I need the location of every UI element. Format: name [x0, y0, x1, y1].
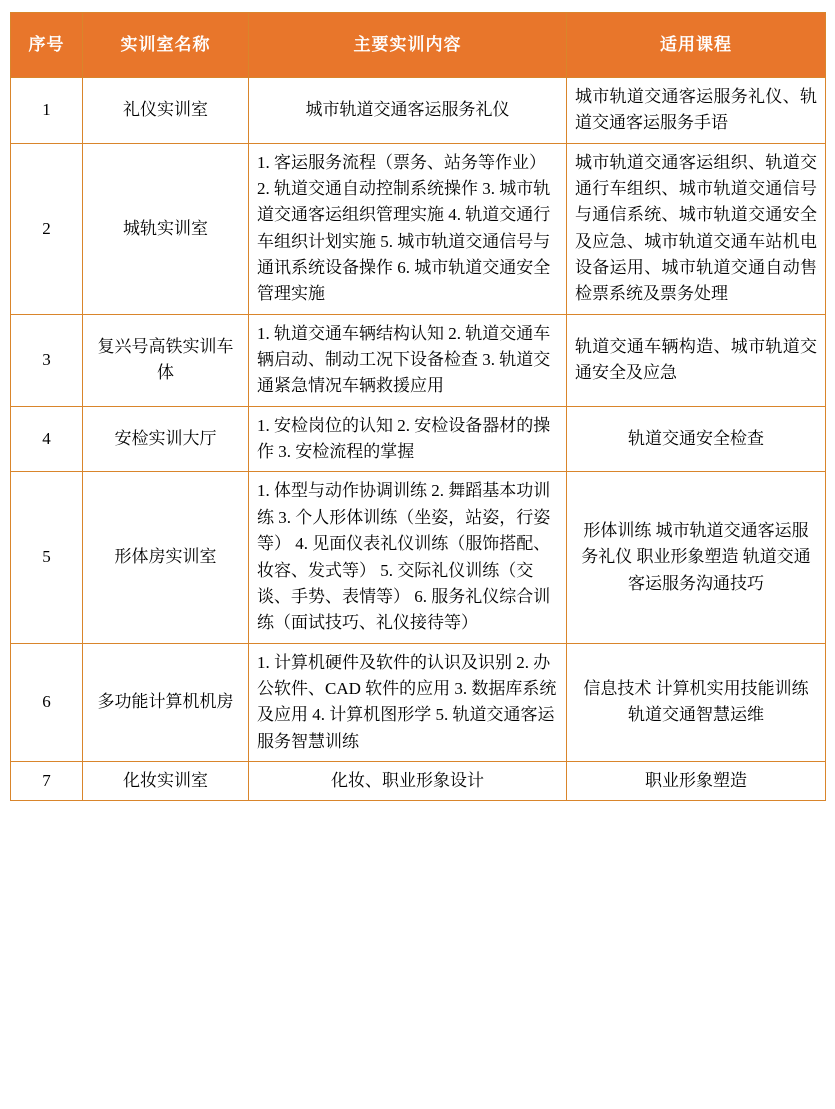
table-row	[11, 143, 826, 314]
table-header-row	[11, 13, 826, 78]
column-header-content: 主要实训内容	[249, 13, 567, 78]
cell-room-name: 城轨实训室	[83, 143, 249, 314]
table-row	[11, 761, 826, 800]
cell-no: 7	[11, 761, 83, 800]
applicable-course-lines: 轨道交通安全检查	[628, 428, 764, 448]
table-body	[11, 78, 826, 801]
cell-training-content	[249, 761, 567, 800]
cell-applicable-course	[567, 78, 826, 144]
applicable-course-lines: 职业形象塑造	[645, 770, 747, 790]
applicable-course-lines: 城市轨道交通客运服务礼仪、轨道交通客运服务手语	[575, 87, 817, 133]
cell-training-content	[249, 643, 567, 761]
training-content-lines: 化妆、职业形象设计	[331, 770, 484, 790]
cell-room-name: 礼仪实训室	[83, 78, 249, 144]
cell-applicable-course	[567, 643, 826, 761]
cell-applicable-course	[567, 406, 826, 472]
column-header-name: 实训室名称	[83, 13, 249, 78]
cell-no: 5	[11, 472, 83, 643]
applicable-course-lines: 信息技术 计算机实用技能训练 轨道交通智慧运维	[583, 678, 809, 725]
table-header	[11, 13, 826, 78]
cell-room-name: 形体房实训室	[83, 472, 249, 643]
training-room-table	[10, 12, 826, 801]
column-header-course: 适用课程	[567, 13, 826, 78]
cell-room-name: 安检实训大厅	[83, 406, 249, 472]
applicable-course-lines: 轨道交通车辆构造、城市轨道交通安全及应急	[575, 336, 817, 383]
applicable-course-lines: 形体训练 城市轨道交通客运服务礼仪 职业形象塑造 轨道交通客运服务沟通技巧	[581, 520, 811, 593]
cell-no: 3	[11, 314, 83, 406]
table-row	[11, 78, 826, 144]
cell-applicable-course	[567, 143, 826, 314]
cell-training-content	[249, 314, 567, 406]
training-content-lines: 1. 安检岗位的认知 2. 安检设备器材的操作 3. 安检流程的掌握	[257, 415, 551, 462]
training-content-lines: 1. 轨道交通车辆结构认知 2. 轨道交通车辆启动、制动工况下设备检查 3. 轨道交通紧急情况车辆救援应用	[257, 323, 551, 396]
cell-training-content	[249, 78, 567, 144]
column-header-no: 序号	[11, 13, 83, 78]
applicable-course-lines: 城市轨道交通客运组织、轨道交通行车组织、城市轨道交通信号与通信系统、城市轨道交通安全及应急、城市轨道交通车站机电设备运用、城市轨道交通自动售检票系统及票务处理	[575, 152, 817, 304]
cell-room-name: 复兴号高铁实训车体	[83, 314, 249, 406]
cell-training-content	[249, 406, 567, 472]
training-content-lines: 城市轨道交通客运服务礼仪	[305, 100, 510, 120]
cell-room-name: 多功能计算机机房	[83, 643, 249, 761]
cell-no: 1	[11, 78, 83, 144]
cell-no: 4	[11, 406, 83, 472]
training-content-lines: 1. 客运服务流程（票务、站务等作业） 2. 轨道交通自动控制系统操作 3. 城市轨道交通客运组织管理实施 4. 轨道交通行车组织计划实施 5. 城市轨道交通信号与通讯系统设备操作 6. 城市轨道交通安全管理实施	[257, 152, 551, 304]
cell-training-content	[249, 472, 567, 643]
table-row	[11, 643, 826, 761]
training-content-lines: 1. 计算机硬件及软件的认识及识别 2. 办公软件、CAD 软件的应用 3. 数据库系统及应用 4. 计算机图形学 5. 轨道交通客运服务智慧训练	[257, 652, 557, 751]
table-row	[11, 406, 826, 472]
cell-training-content	[249, 143, 567, 314]
table-row	[11, 472, 826, 643]
training-content-lines: 1. 体型与动作协调训练 2. 舞蹈基本功训练 3. 个人形体训练（坐姿，站姿，行姿等） 4. 见面仪表礼仪训练（服饰搭配、妆容、发式等） 5. 交际礼仪训练（交谈、手势、表情等） 6. 服务礼仪综合训练（面试技巧、礼仪接待等）	[257, 481, 551, 633]
cell-applicable-course	[567, 761, 826, 800]
cell-applicable-course	[567, 314, 826, 406]
cell-room-name: 化妆实训室	[83, 761, 249, 800]
cell-no: 6	[11, 643, 83, 761]
cell-applicable-course	[567, 472, 826, 643]
cell-no: 2	[11, 143, 83, 314]
table-row	[11, 314, 826, 406]
